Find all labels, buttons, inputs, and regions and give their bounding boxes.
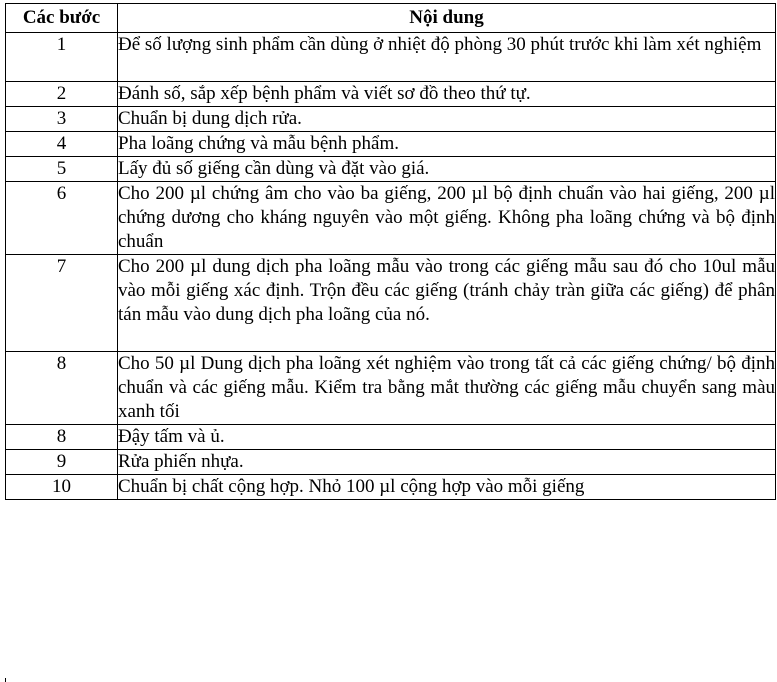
step-content: Pha loãng chứng và mẫu bệnh phẩm.	[118, 132, 776, 157]
steps-table	[5, 3, 776, 500]
table-row	[6, 255, 776, 352]
table-row	[6, 157, 776, 182]
header-content: Nội dung	[118, 4, 776, 33]
step-content: Lấy đủ số giếng cần dùng và đặt vào giá.	[118, 157, 776, 182]
step-content: Đánh số, sắp xếp bệnh phẩm và viết sơ đồ theo thứ tự.	[118, 82, 776, 107]
step-number: 3	[6, 107, 118, 132]
step-number: 2	[6, 82, 118, 107]
step-content: Chuẩn bị dung dịch rửa.	[118, 107, 776, 132]
step-content: Đậy tấm và ủ.	[118, 425, 776, 450]
step-content: Rửa phiến nhựa.	[118, 450, 776, 475]
table-row	[6, 425, 776, 450]
step-number: 10	[6, 475, 118, 500]
header-step: Các bước	[6, 4, 118, 33]
table-row	[6, 107, 776, 132]
table-row	[6, 475, 776, 500]
table-row	[6, 132, 776, 157]
step-number: 6	[6, 182, 118, 255]
header-row	[6, 4, 776, 33]
table-row	[6, 352, 776, 425]
table-row	[6, 182, 776, 255]
step-content: Cho 200 µl dung dịch pha loãng mẫu vào trong các giếng mẫu sau đó cho 10ul mẫu vào mỗi giếng xác định. Trộn đều các giếng (tránh chảy tràn giữa các giếng) để phân tán mẫu vào dung dịch pha loãng của nó.	[118, 255, 776, 352]
step-number: 7	[6, 255, 118, 352]
step-number: 8	[6, 425, 118, 450]
step-content: Cho 50 µl Dung dịch pha loãng xét nghiệm vào trong tất cả các giếng chứng/ bộ định chuẩn và các giếng mẫu. Kiểm tra bằng mắt thường các giếng mẫu chuyển sang màu xanh tối	[118, 352, 776, 425]
table-row	[6, 33, 776, 82]
table-edge-divider	[5, 678, 6, 682]
step-content: Chuẩn bị chất cộng hợp. Nhỏ 100 µl cộng hợp vào mỗi giếng	[118, 475, 776, 500]
step-number: 8	[6, 352, 118, 425]
step-content: Cho 200 µl chứng âm cho vào ba giếng, 200 µl bộ định chuẩn vào hai giếng, 200 µl chứng dương cho kháng nguyên vào một giếng. Không pha loãng chứng và bộ định chuẩn	[118, 182, 776, 255]
step-number: 5	[6, 157, 118, 182]
table-row	[6, 82, 776, 107]
step-number: 4	[6, 132, 118, 157]
table-row	[6, 450, 776, 475]
step-content: Để số lượng sinh phẩm cần dùng ở nhiệt độ phòng 30 phút trước khi làm xét nghiệm	[118, 33, 776, 82]
step-number: 9	[6, 450, 118, 475]
step-number: 1	[6, 33, 118, 82]
